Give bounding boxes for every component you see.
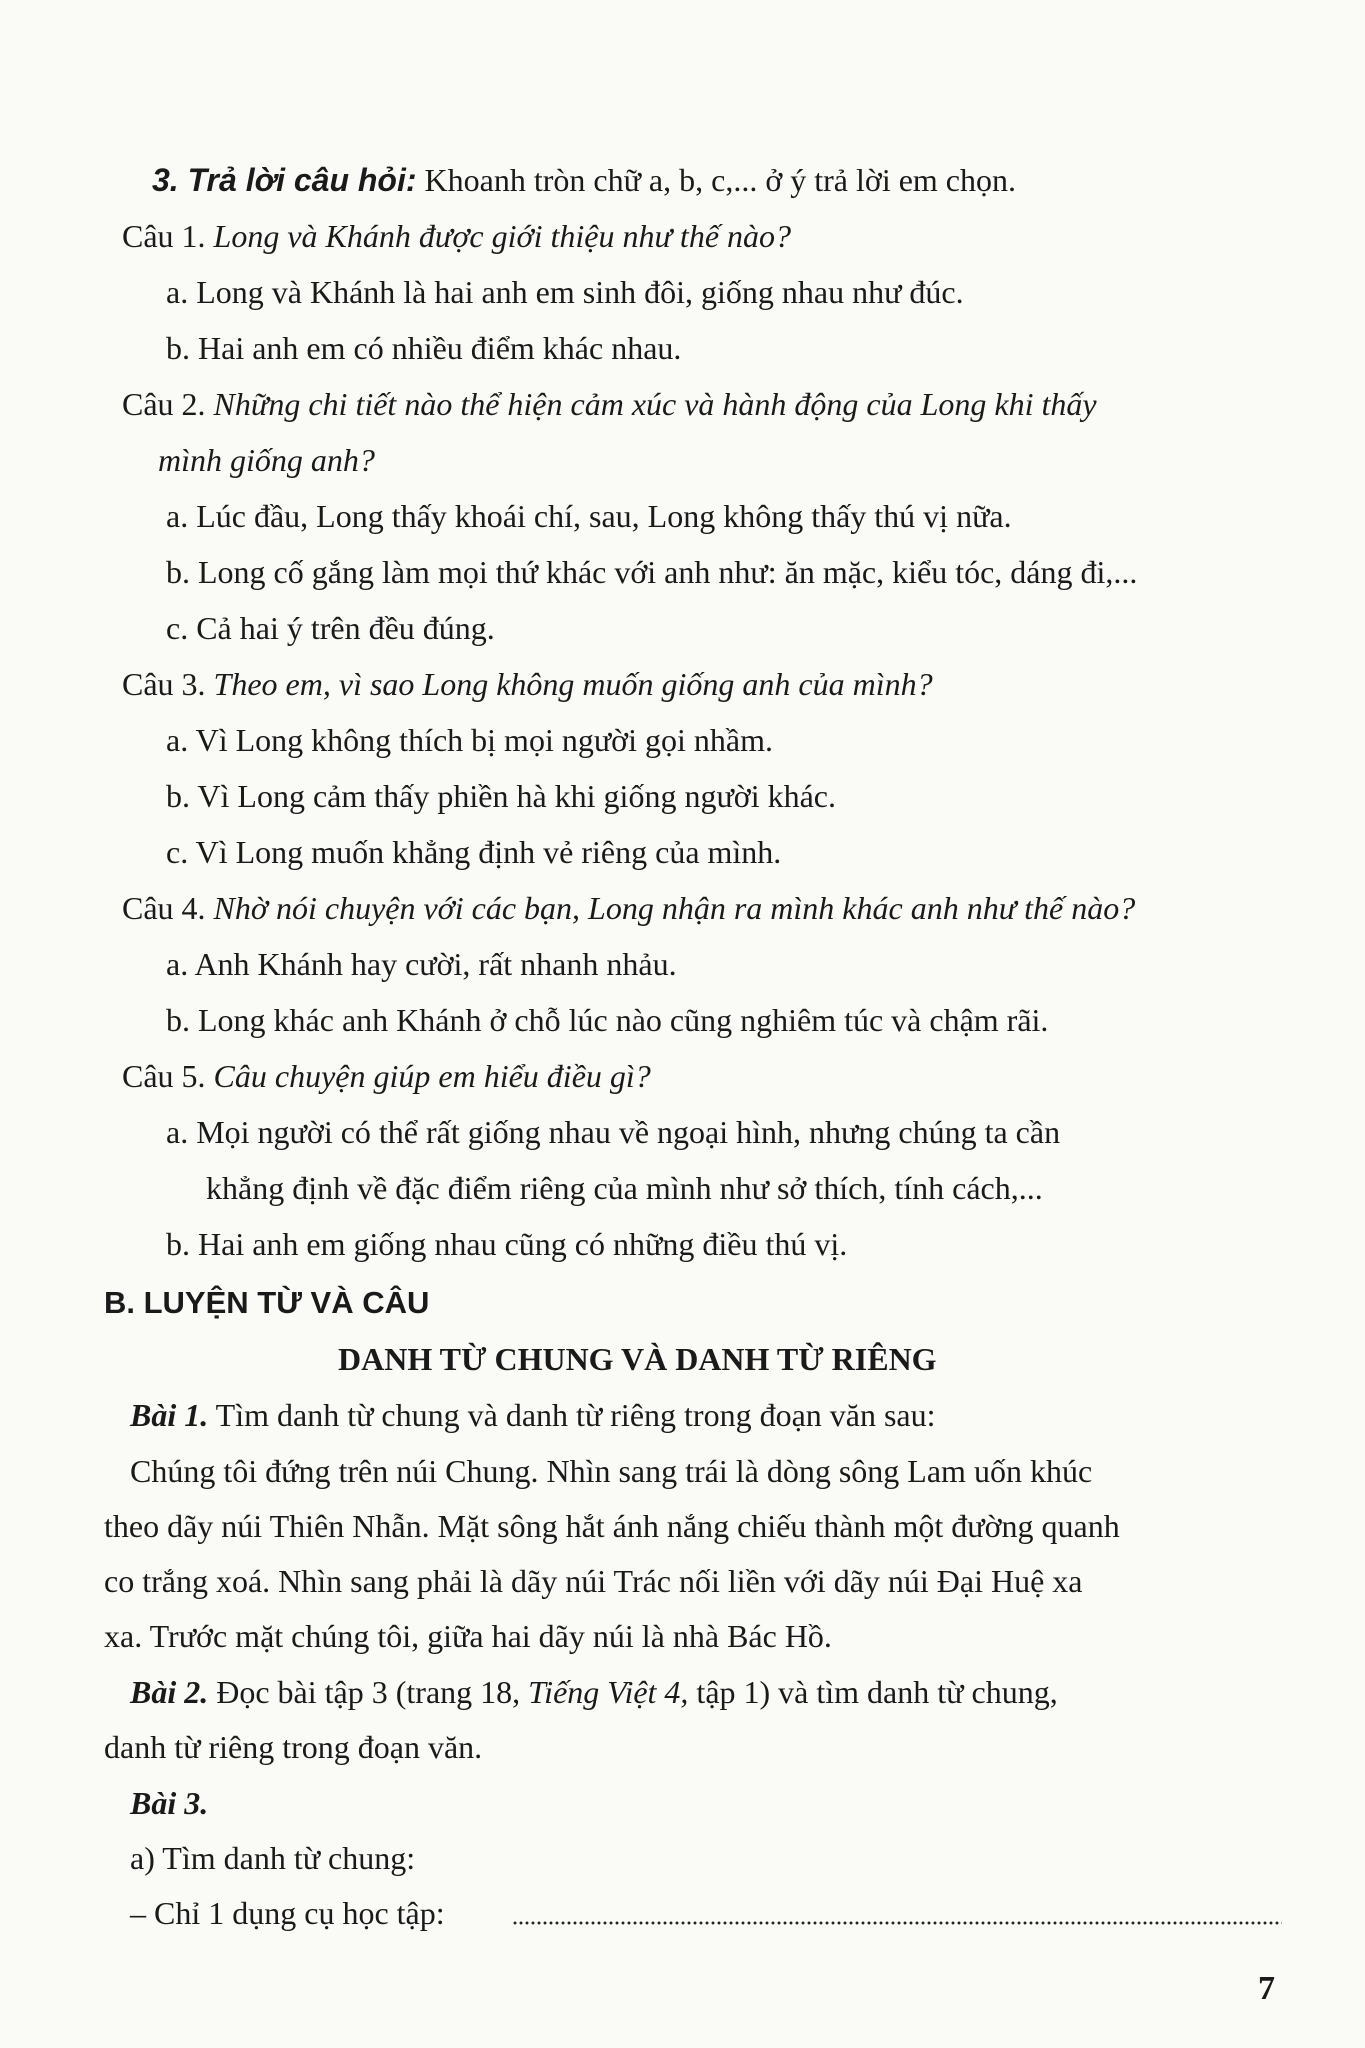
option-line: a. Lúc đầu, Long thấy khoái chí, sau, Long không thấy thú vị nữa.	[166, 498, 1012, 534]
question-number: Câu 3.	[122, 666, 206, 702]
q3-heading	[152, 160, 1016, 200]
bai-2-line2: danh từ riêng trong đoạn văn.	[104, 1729, 483, 1765]
option-line: b. Vì Long cảm thấy phiền hà khi giống người khác.	[166, 778, 836, 814]
question-text: Long và Khánh được giới thiệu như thế nào?	[213, 218, 792, 254]
option-line: b. Hai anh em có nhiều điểm khác nhau.	[166, 330, 682, 366]
question-2	[122, 384, 1097, 424]
bai-2-book-title: Tiếng Việt 4,	[528, 1674, 689, 1710]
question-5	[122, 1056, 651, 1096]
answer-blank-line	[512, 1921, 1282, 1925]
question-text: Nhờ nói chuyện với các bạn, Long nhận ra mình khác anh như thế nào?	[213, 890, 1136, 926]
q3-heading-text: Khoanh tròn chữ a, b, c,... ở ý trả lời em chọn.	[416, 162, 1016, 198]
section-b-title: B. LUYỆN TỪ VÀ CÂU	[104, 1285, 430, 1320]
question-text: Theo em, vì sao Long không muốn giống anh của mình?	[213, 666, 933, 702]
bai-3-part-a: a) Tìm danh từ chung:	[130, 1840, 416, 1876]
question-3	[122, 664, 933, 704]
bai-2	[130, 1672, 1058, 1712]
option-line: b. Hai anh em giống nhau cũng có những điều thú vị.	[166, 1226, 848, 1262]
question-text: Câu chuyện giúp em hiểu điều gì?	[213, 1058, 651, 1094]
option-line: a. Mọi người có thể rất giống nhau về ngoại hình, nhưng chúng ta cần	[166, 1114, 1061, 1150]
section-b-subtitle: DANH TỪ CHUNG VÀ DANH TỪ RIÊNG	[338, 1341, 937, 1377]
question-text: Những chi tiết nào thể hiện cảm xúc và hành động của Long khi thấy	[213, 386, 1097, 422]
question-text-cont: mình giống anh?	[158, 442, 375, 478]
bai-2-label: Bài 2.	[130, 1674, 209, 1710]
bai-2-text-a: Đọc bài tập 3 (trang 18,	[208, 1674, 529, 1710]
passage-line: co trắng xoá. Nhìn sang phải là dãy núi Trác nối liền với dãy núi Đại Huệ xa	[104, 1563, 1083, 1599]
page-number: 7	[1258, 1970, 1275, 2007]
option-line: b. Long cố gắng làm mọi thứ khác với anh như: ăn mặc, kiểu tóc, dáng đi,...	[166, 554, 1138, 590]
option-line: c. Cả hai ý trên đều đúng.	[166, 610, 495, 646]
bai-1-label: Bài 1.	[130, 1397, 209, 1433]
bai-2-text-b: tập 1) và tìm danh từ chung,	[688, 1674, 1058, 1710]
option-line: a. Long và Khánh là hai anh em sinh đôi, giống nhau như đúc.	[166, 274, 964, 310]
passage-line: xa. Trước mặt chúng tôi, giữa hai dãy núi là nhà Bác Hồ.	[104, 1618, 832, 1654]
passage-line: Chúng tôi đứng trên núi Chung. Nhìn sang trái là dòng sông Lam uốn khúc	[130, 1453, 1093, 1489]
question-number: Câu 2.	[122, 386, 206, 422]
question-number: Câu 1.	[122, 218, 206, 254]
option-line: a. Anh Khánh hay cười, rất nhanh nhảu.	[166, 946, 677, 982]
question-number: Câu 4.	[122, 890, 206, 926]
bai-1-text: Tìm danh từ chung và danh từ riêng trong đoạn văn sau:	[208, 1397, 936, 1433]
option-line: a. Vì Long không thích bị mọi người gọi nhầm.	[166, 722, 773, 758]
question-number: Câu 5.	[122, 1058, 206, 1094]
question-4	[122, 888, 1135, 928]
bai-3-label: Bài 3.	[130, 1785, 209, 1821]
question-1	[122, 216, 791, 256]
passage-line: theo dãy núi Thiên Nhẫn. Mặt sông hắt ánh nắng chiếu thành một đường quanh	[104, 1508, 1120, 1544]
option-line: c. Vì Long muốn khẳng định vẻ riêng của mình.	[166, 834, 782, 870]
option-line: b. Long khác anh Khánh ở chỗ lúc nào cũng nghiêm túc và chậm rãi.	[166, 1002, 1049, 1038]
option-line-cont: khẳng định về đặc điểm riêng của mình như sở thích, tính cách,...	[206, 1170, 1043, 1206]
bai-1	[130, 1395, 936, 1435]
q3-heading-label: 3. Trả lời câu hỏi:	[152, 162, 417, 198]
bai-3-item-1: – Chỉ 1 dụng cụ học tập:	[130, 1895, 445, 1931]
